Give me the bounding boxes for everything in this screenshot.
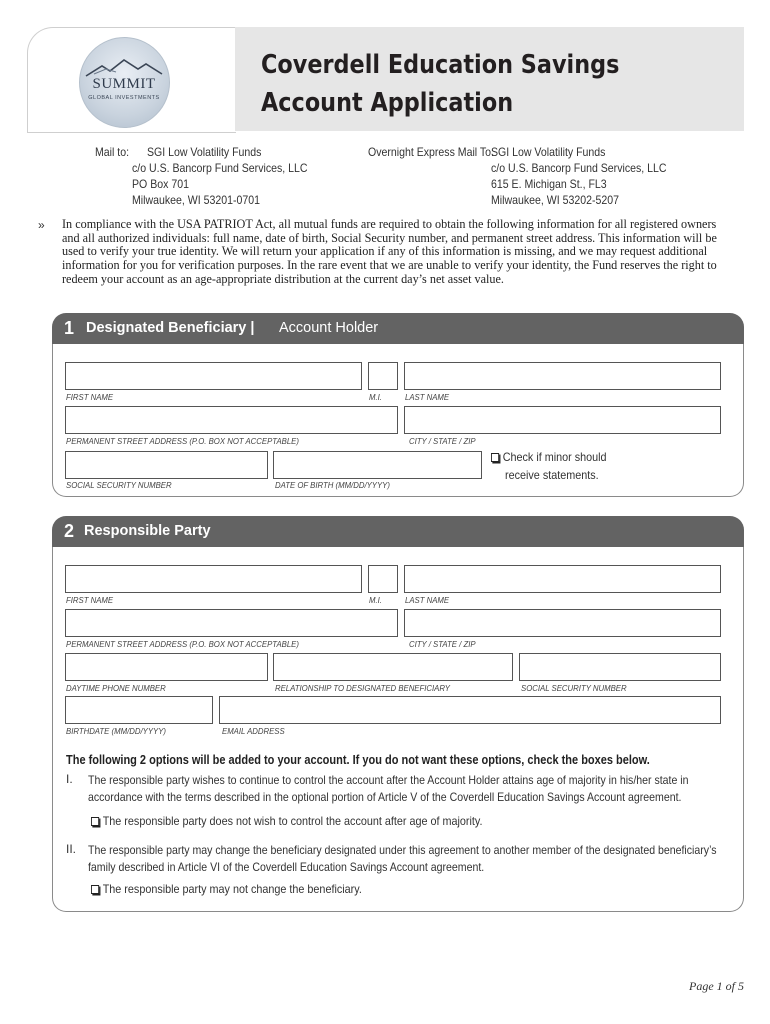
mail-to-line-1: SGI Low Volatility Funds bbox=[147, 145, 262, 159]
minor-statements-label-2: receive statements. bbox=[505, 468, 599, 482]
option-2-checkbox-row[interactable] bbox=[91, 882, 362, 896]
section-2-number: 2 bbox=[64, 521, 75, 541]
minor-statements-label-1: Check if minor should bbox=[502, 450, 607, 464]
overnight-line-1: SGI Low Volatility Funds bbox=[491, 145, 606, 159]
responsible-mi-input[interactable] bbox=[368, 565, 398, 593]
overnight-line-4: Milwaukee, WI 53202-5207 bbox=[491, 193, 619, 207]
title-line-2: Account Application bbox=[261, 88, 514, 118]
beneficiary-first-name-input[interactable] bbox=[65, 362, 362, 390]
responsible-phone-input[interactable] bbox=[65, 653, 268, 681]
responsible-city-label: CITY / STATE / ZIP bbox=[409, 640, 476, 649]
beneficiary-ssn-input[interactable] bbox=[65, 451, 268, 479]
responsible-phone-label: DAYTIME PHONE NUMBER bbox=[66, 684, 166, 693]
section-1-header bbox=[52, 313, 744, 344]
beneficiary-mi-label: M.I. bbox=[369, 393, 382, 402]
options-heading: The following 2 options will be added to your account. If you do not want these options, check the boxes below. bbox=[66, 753, 650, 767]
section-1-title-light: Account Holder bbox=[279, 320, 379, 336]
mail-to-line-2: c/o U.S. Bancorp Fund Services, LLC bbox=[132, 161, 308, 175]
beneficiary-address-label: PERMANENT STREET ADDRESS (P.O. BOX NOT ACCEPTABLE) bbox=[66, 437, 299, 446]
beneficiary-dob-input[interactable] bbox=[273, 451, 482, 479]
mail-to-label: Mail to: bbox=[95, 145, 130, 159]
responsible-email-label: EMAIL ADDRESS bbox=[222, 727, 285, 736]
responsible-last-name-label: LAST NAME bbox=[405, 596, 450, 605]
beneficiary-first-name-label: FIRST NAME bbox=[66, 393, 114, 402]
responsible-email-input[interactable] bbox=[219, 696, 721, 724]
overnight-line-3: 615 E. Michigan St., FL3 bbox=[491, 177, 607, 191]
mail-to-line-3: PO Box 701 bbox=[132, 177, 189, 191]
section-2-title: Responsible Party bbox=[84, 523, 211, 539]
patriot-act-notice: In compliance with the USA PATRIOT Act, all mutual funds are required to obtain the following information for all registered owners and all authorized individuals: full name, date of birth, Social Security number, and permanent street address. This information will be used to verify your true identity. We will return your application if any of this information is missing, and we may request additional information for you for verification purposes. In the rare event that we are unable to verify your identity, the Fund reserves the right to redeem your account as an age-appropriate distribution at the current day’s net asset value. bbox=[62, 217, 717, 286]
beneficiary-city-input[interactable] bbox=[404, 406, 721, 434]
beneficiary-dob-label: DATE OF BIRTH (MM/DD/YYYY) bbox=[275, 481, 390, 490]
mail-to-line-4: Milwaukee, WI 53201-0701 bbox=[132, 193, 260, 207]
beneficiary-city-label: CITY / STATE / ZIP bbox=[409, 437, 476, 446]
page-number: Page 1 of 5 bbox=[689, 979, 744, 993]
minor-statements-checkbox-row[interactable] bbox=[491, 450, 607, 464]
responsible-last-name-input[interactable] bbox=[404, 565, 721, 593]
responsible-address-input[interactable] bbox=[65, 609, 398, 637]
minor-statements-checkbox[interactable] bbox=[491, 453, 499, 462]
responsible-address-label: PERMANENT STREET ADDRESS (P.O. BOX NOT ACCEPTABLE) bbox=[66, 640, 299, 649]
option-2-text: The responsible party may change the beneficiary designated under this agreement to another member of the designated beneficiary’s family described in Article VI of the Coverdell Education Savings Account agreement. bbox=[88, 843, 717, 874]
overnight-line-2: c/o U.S. Bancorp Fund Services, LLC bbox=[491, 161, 667, 175]
option-1-checkbox-label: The responsible party does not wish to control the account after age of majority. bbox=[102, 814, 483, 828]
beneficiary-address-input[interactable] bbox=[65, 406, 398, 434]
overnight-label: Overnight Express Mail To: bbox=[368, 145, 494, 159]
beneficiary-last-name-input[interactable] bbox=[404, 362, 721, 390]
section-2-header bbox=[52, 516, 744, 547]
title-line-1: Coverdell Education Savings bbox=[261, 50, 620, 80]
logo-subtitle: GLOBAL INVESTMENTS bbox=[88, 95, 160, 101]
option-2-checkbox-label: The responsible party may not change the beneficiary. bbox=[102, 882, 362, 896]
responsible-relationship-label: RELATIONSHIP TO DESIGNATED BENEFICIARY bbox=[275, 684, 450, 693]
option-2-number: II. bbox=[66, 842, 77, 856]
beneficiary-ssn-label: SOCIAL SECURITY NUMBER bbox=[66, 481, 172, 490]
section-1-number: 1 bbox=[64, 318, 75, 338]
option-1-text: The responsible party wishes to continue to control the account after the Account Holder attains age of majority in his/her state in accordance with the terms described in the optional portion of Article V of the Coverdell Education Savings Account agreement. bbox=[88, 773, 689, 804]
intro-marker: » bbox=[38, 218, 45, 232]
beneficiary-last-name-label: LAST NAME bbox=[405, 393, 450, 402]
option-2-checkbox[interactable] bbox=[91, 885, 99, 894]
responsible-relationship-input[interactable] bbox=[273, 653, 513, 681]
option-1-number: I. bbox=[66, 772, 73, 786]
section-1-title-bold: Designated Beneficiary | bbox=[86, 320, 255, 336]
responsible-first-name-label: FIRST NAME bbox=[66, 596, 114, 605]
page-title bbox=[261, 46, 665, 122]
logo-word: SUMMIT bbox=[92, 76, 156, 92]
responsible-ssn-label: SOCIAL SECURITY NUMBER bbox=[521, 684, 627, 693]
responsible-mi-label: M.I. bbox=[369, 596, 382, 605]
option-1-checkbox-row[interactable] bbox=[91, 814, 483, 828]
option-1-checkbox[interactable] bbox=[91, 817, 99, 826]
responsible-birthdate-input[interactable] bbox=[65, 696, 213, 724]
responsible-ssn-input[interactable] bbox=[519, 653, 721, 681]
beneficiary-mi-input[interactable] bbox=[368, 362, 398, 390]
responsible-birthdate-label: BIRTHDATE (MM/DD/YYYY) bbox=[66, 727, 166, 736]
responsible-first-name-input[interactable] bbox=[65, 565, 362, 593]
responsible-city-input[interactable] bbox=[404, 609, 721, 637]
